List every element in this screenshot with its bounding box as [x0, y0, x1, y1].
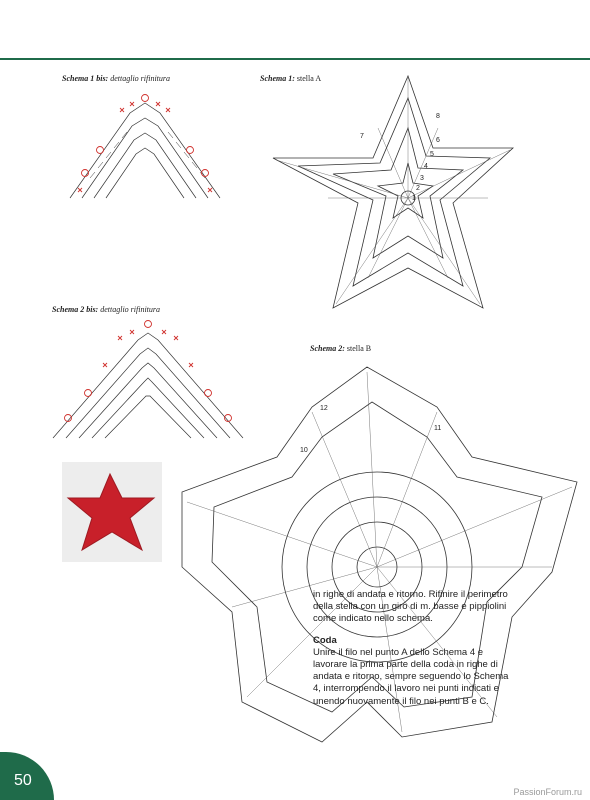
caption-schema-2-bis: Schema 2 bis: dettaglio rifinitura: [52, 305, 161, 314]
svg-text:3: 3: [420, 175, 424, 182]
instructions-text: [313, 589, 518, 708]
section-heading-coda: Coda: [313, 634, 337, 646]
svg-text:4: 4: [424, 163, 428, 170]
svg-text:12: 12: [320, 405, 328, 412]
caption-schema-1: Schema 1: stella A: [260, 74, 322, 83]
svg-text:10: 10: [300, 447, 308, 454]
svg-text:8: 8: [436, 113, 440, 120]
star-a-diagram: [258, 68, 548, 338]
paragraph-1: in righe di andata e ritorno. Rifinire il perimetro della stella con un giro di m. basse e pippiolini come indicato nello schema.: [313, 589, 508, 625]
svg-text:11: 11: [434, 425, 442, 432]
caption-schema-2: Schema 2: stella B: [310, 344, 372, 353]
finish-detail-1-diagram: [60, 88, 230, 223]
star-photo: [62, 462, 162, 562]
watermark: PassionForum.ru: [513, 787, 582, 797]
svg-text:2: 2: [416, 185, 420, 192]
header-rule: [0, 58, 590, 60]
svg-text:1: 1: [412, 195, 416, 202]
svg-text:6: 6: [436, 137, 440, 144]
paragraph-2: Unire il filo nel punto A dello Schema 4 e lavorare la prima parte della coda in righe di andata e ritorno, sempre seguendo lo Schema 4, interrompendo il lavoro nei punti indicati e unendo nuovamente il filo nei punti B e C.: [313, 646, 509, 707]
page-number: 50: [14, 772, 32, 789]
svg-text:7: 7: [360, 133, 364, 140]
page-number-tab: [0, 752, 54, 800]
caption-schema-1-bis: Schema 1 bis: dettaglio rifinitura: [62, 74, 171, 83]
svg-text:5: 5: [430, 151, 434, 158]
